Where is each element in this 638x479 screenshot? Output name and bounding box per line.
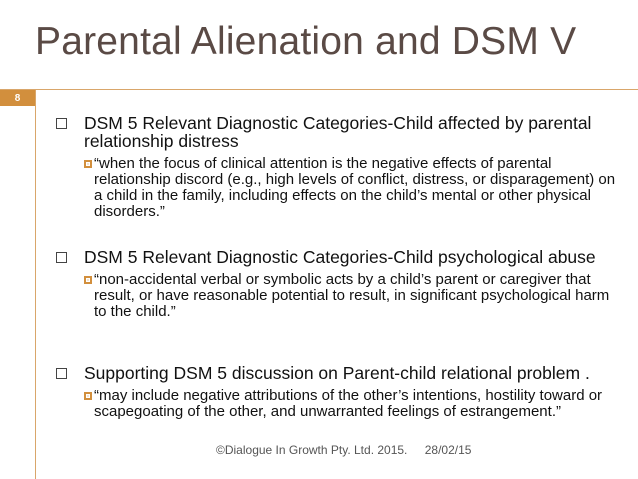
bullet-item — [56, 248, 616, 320]
footer-copyright: ©Dialogue In Growth Pty. Ltd. 2015. — [216, 443, 408, 457]
bullet-text: DSM 5 Relevant Diagnostic Categories-Child psychological abuse — [84, 247, 596, 267]
slide-title: Parental Alienation and DSM V — [35, 20, 577, 63]
sub-bullet — [84, 388, 616, 420]
title-divider — [0, 89, 638, 90]
sub-bullet-text: “when the focus of clinical attention is the negative effects of parental relationship discord (e.g., high levels of conflict, distress, or disparagement) on a child in the family, including effects on the child’s mental or other physical disorders.” — [94, 155, 616, 220]
left-margin-line — [35, 90, 36, 479]
checkbox-bullet-icon — [56, 118, 67, 129]
bullet-item — [56, 114, 616, 220]
sub-bullet — [84, 272, 616, 320]
sub-bullet-text: “non-accidental verbal or symbolic acts by a child’s parent or caregiver that result, or have reasonable potential to result, in significant psychological harm to the child.” — [94, 271, 610, 320]
sub-bullet — [84, 156, 616, 220]
bullet-text: Supporting DSM 5 discussion on Parent-child relational problem . — [84, 363, 590, 383]
slide-number: 8 — [0, 90, 35, 106]
square-bullet-icon — [84, 160, 92, 168]
checkbox-bullet-icon — [56, 252, 67, 263]
footer — [216, 443, 471, 457]
square-bullet-icon — [84, 392, 92, 400]
sub-bullet-text: “may include negative attributions of the other’s intentions, hostility toward or scapegoating of the other, and unwarranted feelings of estrangement.” — [94, 387, 603, 420]
bullet-text: DSM 5 Relevant Diagnostic Categories-Child affected by parental relationship distress — [84, 113, 592, 151]
bullet-item — [56, 364, 616, 420]
footer-date: 28/02/15 — [424, 443, 472, 457]
checkbox-bullet-icon — [56, 368, 67, 379]
square-bullet-icon — [84, 276, 92, 284]
